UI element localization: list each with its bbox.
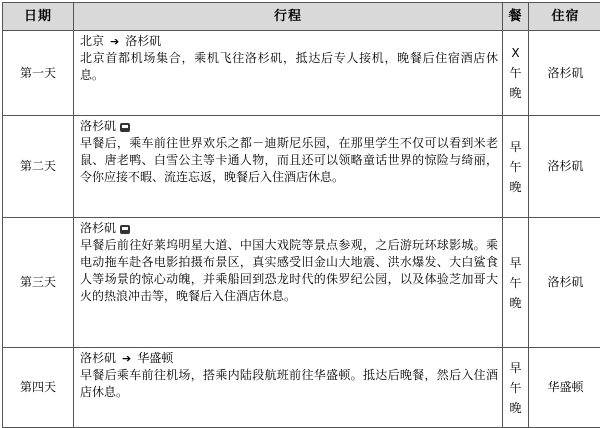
meal-dinner: 晚 bbox=[503, 177, 528, 197]
route-to: 华盛顿 bbox=[137, 350, 173, 367]
header-hotel: 住宿 bbox=[529, 3, 600, 31]
itinerary-cell bbox=[74, 348, 503, 428]
hotel-cell: 洛杉矶 bbox=[529, 31, 600, 116]
meal-breakfast: 早 bbox=[503, 253, 528, 273]
meal-breakfast: 早 bbox=[503, 358, 528, 378]
route-from: 洛杉矶 bbox=[80, 118, 116, 135]
bus-icon bbox=[120, 225, 130, 234]
day-label: 第三天 bbox=[3, 218, 74, 348]
header-itinerary: 行程 bbox=[74, 3, 503, 31]
route-line bbox=[80, 118, 498, 135]
route-line bbox=[80, 33, 498, 50]
meal-lunch: 午 bbox=[503, 63, 528, 83]
meal-breakfast: 早 bbox=[503, 137, 528, 157]
route-from: 洛杉矶 bbox=[80, 220, 116, 237]
day-label: 第二天 bbox=[3, 116, 74, 218]
itinerary-cell bbox=[74, 218, 503, 348]
table-row bbox=[3, 31, 600, 116]
meal-dinner: 晚 bbox=[503, 398, 528, 418]
route-to: 洛杉矶 bbox=[125, 33, 161, 50]
meal-cell bbox=[503, 116, 529, 218]
itinerary-cell bbox=[74, 31, 503, 116]
meal-lunch: 午 bbox=[503, 378, 528, 398]
meal-cell bbox=[503, 348, 529, 428]
meal-lunch: 午 bbox=[503, 157, 528, 177]
meal-dinner: 晚 bbox=[503, 83, 528, 103]
day-label: 第一天 bbox=[3, 31, 74, 116]
route-line bbox=[80, 220, 498, 237]
route-from: 洛杉矶 bbox=[80, 350, 116, 367]
itinerary-cell bbox=[74, 116, 503, 218]
itinerary-description: 早餐后，乘车前往世界欢乐之都－迪斯尼乐园，在那里学生不仅可以看到米老鼠、唐老鸭、白雪公主等卡通人物，而且还可以领略童话世界的惊险与绮丽，令你应接不暇、流连忘返，晚餐后入住酒店休息。 bbox=[80, 135, 498, 186]
arrow-right-icon: ➔ bbox=[122, 350, 131, 367]
itinerary-description: 早餐后乘车前往机场，搭乘内陆段航班前往华盛顿。抵达后晚餐，然后入住酒店休息。 bbox=[80, 367, 498, 401]
table-row bbox=[3, 218, 600, 348]
header-date: 日期 bbox=[3, 3, 74, 31]
meal-breakfast: X bbox=[503, 43, 528, 63]
itinerary-table bbox=[2, 2, 600, 428]
bus-icon bbox=[120, 123, 130, 132]
meal-lunch: 午 bbox=[503, 273, 528, 293]
meal-dinner: 晚 bbox=[503, 293, 528, 313]
header-row bbox=[3, 3, 600, 31]
table-row bbox=[3, 116, 600, 218]
hotel-cell: 洛杉矶 bbox=[529, 218, 600, 348]
route-line bbox=[80, 350, 498, 367]
table-row bbox=[3, 348, 600, 428]
hotel-cell: 洛杉矶 bbox=[529, 116, 600, 218]
arrow-right-icon: ➔ bbox=[110, 33, 119, 50]
hotel-cell: 华盛顿 bbox=[529, 348, 600, 428]
day-label: 第四天 bbox=[3, 348, 74, 428]
meal-cell bbox=[503, 218, 529, 348]
itinerary-description: 早餐后前往好莱坞明星大道、中国大戏院等景点参观，之后游玩环球影城。乘电动拖车赴各电影拍摄布景区，真实感受旧金山大地震、洪水爆发、大白鲨食人等场景的惊心动魄，并乘船回到恐龙时代的侏罗纪公园，以及体验芝加哥大火的热浪冲击等，晚餐后入住酒店休息。 bbox=[80, 237, 498, 305]
route-from: 北京 bbox=[80, 33, 104, 50]
meal-cell bbox=[503, 31, 529, 116]
itinerary-description: 北京首都机场集合，乘机飞往洛杉矶，抵达后专人接机，晚餐后住宿酒店休息。 bbox=[80, 50, 498, 84]
header-meal: 餐 bbox=[503, 3, 529, 31]
